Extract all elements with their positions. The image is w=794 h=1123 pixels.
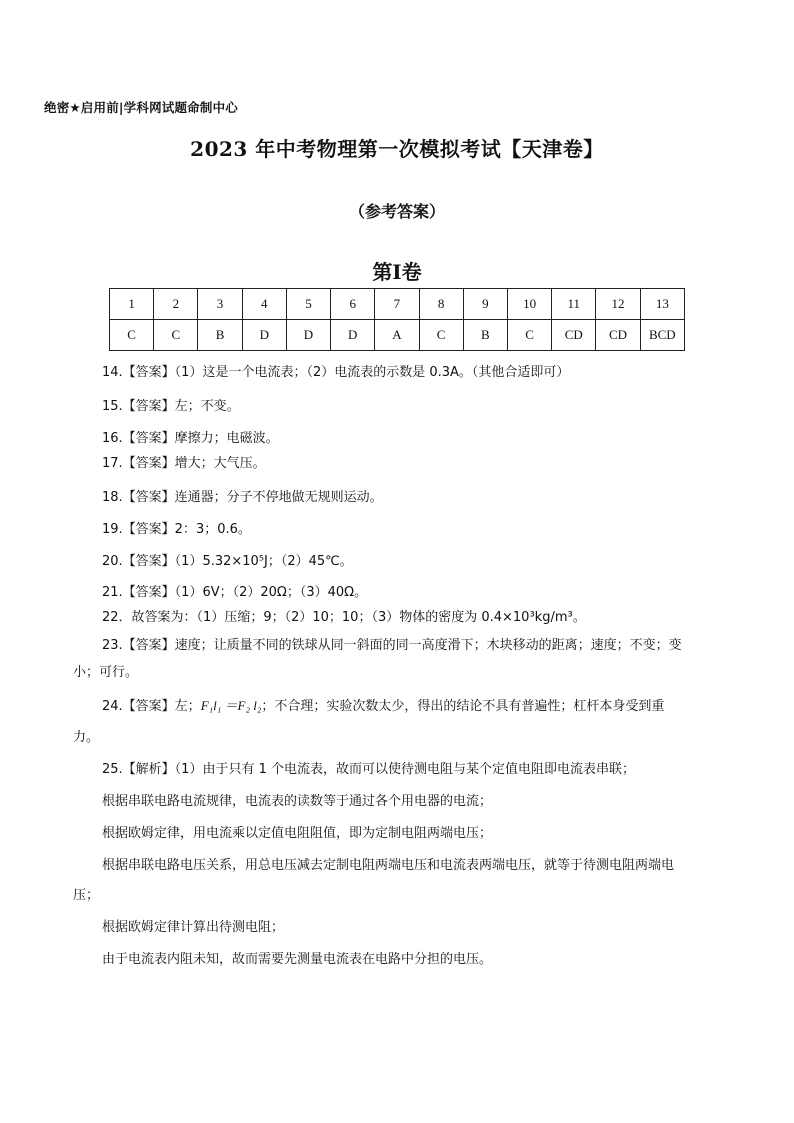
analysis-line-25: 25.【解析】（1）由于只有 1 个电流表，故而可以使待测电阻与某个定值电阻即电流表串联； xyxy=(102,762,635,777)
question-number-cell: 9 xyxy=(463,289,507,320)
answer-line-21: 21.【答案】（1）6V；（2）20Ω；（3）40Ω。 xyxy=(102,585,368,600)
answer-cell: C xyxy=(507,320,551,351)
answer-cell: D xyxy=(331,320,375,351)
lever-formula: F₁l₁ ＝F₂ l₂ xyxy=(200,698,262,713)
answer-line-24-cont: 力。 xyxy=(73,730,100,745)
answer-line-22: 22．故答案为：（1）压缩；9；（2）10；10；（3）物体的密度为 0.4×10³kg/m³。 xyxy=(102,610,586,625)
question-number-cell: 13 xyxy=(640,289,684,320)
question-number-cell: 3 xyxy=(198,289,242,320)
answer-cell: B xyxy=(463,320,507,351)
answer-24-prefix: 24.【答案】左； xyxy=(102,699,201,714)
analysis-line-25-c: 根据欧姆定律，用电流乘以定值电阻阻值，即为定制电阻两端电压； xyxy=(102,826,493,841)
answer-cell: CD xyxy=(552,320,596,351)
answer-cell: B xyxy=(198,320,242,351)
answer-line-14: 14.【答案】（1）这是一个电流表；（2）电流表的示数是 0.3A。（其他合适即可） xyxy=(102,365,570,380)
analysis-line-25-d: 根据串联电路电压关系，用总电压减去定制电阻两端电压和电流表两端电压，就等于待测电阻两端电 xyxy=(102,858,675,873)
answer-line-16: 16.【答案】摩擦力；电磁波。 xyxy=(102,431,279,446)
question-number-cell: 7 xyxy=(375,289,419,320)
analysis-line-25-g: 由于电流表内阻未知，故而需要先测量电流表在电路中分担的电压。 xyxy=(102,952,493,967)
answer-row xyxy=(110,320,685,351)
answer-cell: BCD xyxy=(640,320,684,351)
question-number-cell: 4 xyxy=(242,289,286,320)
question-number-cell: 5 xyxy=(286,289,330,320)
answer-line-18: 18.【答案】连通器；分子不停地做无规则运动。 xyxy=(102,490,383,505)
question-number-row xyxy=(110,289,685,320)
answer-cell: A xyxy=(375,320,419,351)
answer-line-23-cont: 小；可行。 xyxy=(73,665,139,680)
answer-cell: C xyxy=(419,320,463,351)
question-number-cell: 10 xyxy=(507,289,551,320)
question-number-cell: 6 xyxy=(331,289,375,320)
answer-cell: CD xyxy=(596,320,640,351)
answer-cell: D xyxy=(242,320,286,351)
answer-line-20: 20.【答案】（1）5.32×10⁵J；（2）45℃。 xyxy=(102,554,353,569)
analysis-line-25-d-cont: 压； xyxy=(73,888,100,903)
answer-cell: C xyxy=(154,320,198,351)
page-title: 2023 年中考物理第一次模拟考试【天津卷】 xyxy=(190,137,604,161)
answer-24-suffix: ；不合理；实验次数太少，得出的结论不具有普遍性；杠杆本身受到重 xyxy=(261,699,665,714)
answer-cell: D xyxy=(286,320,330,351)
question-number-cell: 2 xyxy=(154,289,198,320)
answer-line-15: 15.【答案】左；不变。 xyxy=(102,399,240,414)
answer-table xyxy=(109,288,685,351)
page-subtitle: （参考答案） xyxy=(348,202,445,221)
answer-line-24 xyxy=(102,695,664,714)
confidential-header: 绝密★启用前|学科网试题命制中心 xyxy=(44,100,238,115)
answer-cell: C xyxy=(110,320,154,351)
analysis-line-25-b: 根据串联电路电流规律，电流表的读数等于通过各个用电器的电流； xyxy=(102,794,493,809)
question-number-cell: 1 xyxy=(110,289,154,320)
answer-line-23: 23.【答案】速度；让质量不同的铁球从同一斜面的同一高度滑下；木块移动的距离；速度；不变；变 xyxy=(102,638,682,653)
answer-line-17: 17.【答案】增大；大气压。 xyxy=(102,456,266,471)
question-number-cell: 12 xyxy=(596,289,640,320)
analysis-line-25-f: 根据欧姆定律计算出待测电阻； xyxy=(102,920,285,935)
section-title: 第Ⅰ卷 xyxy=(372,260,422,284)
question-number-cell: 8 xyxy=(419,289,463,320)
question-number-cell: 11 xyxy=(552,289,596,320)
answer-line-19: 19.【答案】2：3；0.6。 xyxy=(102,522,251,537)
